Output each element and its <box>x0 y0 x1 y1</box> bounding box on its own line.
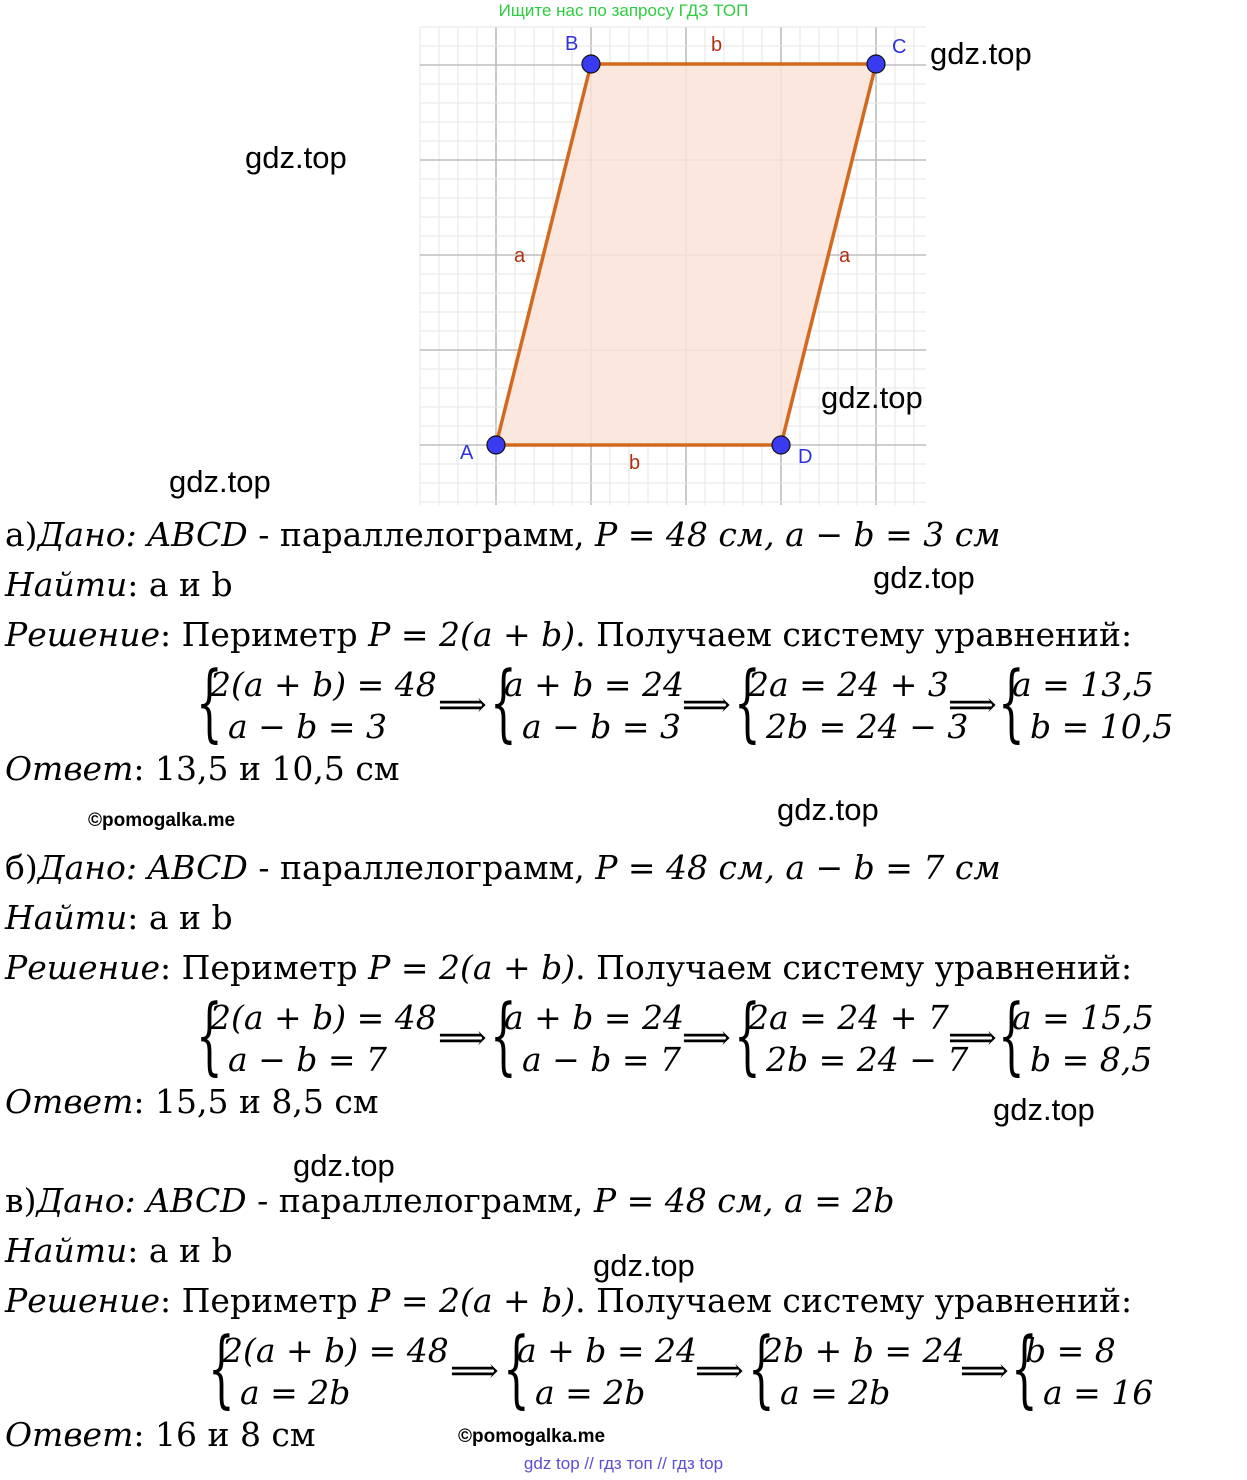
find-line <box>5 898 233 937</box>
part-prefix: а) <box>5 515 38 554</box>
system-equation: a = 16 <box>1043 1373 1154 1412</box>
point-c <box>867 55 885 73</box>
implies-arrow: ⟹ <box>438 1018 487 1058</box>
implies-arrow: ⟹ <box>960 1351 1009 1391</box>
given-object: ABCD <box>147 848 248 887</box>
given-condition: a − b = 7 см <box>785 848 1001 887</box>
given-condition: a − b = 3 см <box>785 515 1001 554</box>
watermark: gdz.top <box>993 1092 1095 1127</box>
implies-arrow: ⟹ <box>682 1018 731 1058</box>
watermark: gdz.top <box>821 380 923 415</box>
find-line <box>5 565 233 604</box>
system-equation: 2a = 24 + 3 <box>748 665 949 704</box>
system-equation: 2(a + b) = 48 <box>210 998 437 1037</box>
system-brace: { <box>208 1319 235 1417</box>
system-equation: a = 13,5 <box>1012 665 1154 704</box>
system-equation: a − b = 3 <box>228 707 388 746</box>
vertex-label-d: D <box>798 446 813 468</box>
side-label-bottom: b <box>629 452 641 474</box>
watermark: gdz.top <box>169 464 271 499</box>
given-line <box>5 515 1001 554</box>
credit: ©pomogalka.me <box>458 1426 606 1447</box>
given-perimeter: P = 48 см, <box>593 1181 774 1220</box>
answer-line <box>5 749 400 788</box>
find-text: : a и b <box>127 565 233 604</box>
implies-arrow: ⟹ <box>948 685 997 725</box>
answer-text: : 15,5 и 8,5 см <box>133 1082 379 1121</box>
given-label: Дано: <box>36 1181 136 1220</box>
perimeter-formula: P = 2(a + b) <box>368 1281 576 1320</box>
system-brace: { <box>490 653 517 751</box>
solution-label: Решение <box>5 1281 161 1320</box>
system-brace: { <box>196 986 223 1084</box>
solution-label: Решение <box>5 615 161 654</box>
footer-links: gdz top // гдз топ // гдз top <box>523 1454 724 1473</box>
system-brace: { <box>503 1319 530 1417</box>
system-equation: b = 8 <box>1025 1331 1116 1370</box>
implies-arrow: ⟹ <box>948 1018 997 1058</box>
system-equation: a = 2b <box>780 1373 891 1412</box>
given-object: ABCD <box>147 515 248 554</box>
solution-line <box>5 615 1133 654</box>
system-equation: 2b + b = 24 <box>762 1331 965 1370</box>
given-label: Дано: <box>37 515 137 554</box>
implies-arrow: ⟹ <box>438 685 487 725</box>
parallelogram-figure <box>418 25 928 507</box>
side-label-left: a <box>514 245 526 267</box>
solution-text: : Периметр <box>160 948 369 987</box>
find-text: : a и b <box>127 1231 233 1270</box>
given-text: - параллелограмм, <box>246 1181 594 1220</box>
watermark: gdz.top <box>777 792 879 827</box>
watermark: gdz.top <box>593 1248 695 1283</box>
system-brace: { <box>748 1319 775 1417</box>
find-label: Найти <box>5 1231 128 1270</box>
system-equation: a = 2b <box>535 1373 646 1412</box>
system-equation: 2(a + b) = 48 <box>222 1331 449 1370</box>
system-brace: { <box>734 986 761 1084</box>
system-brace: { <box>998 653 1025 751</box>
answer-label: Ответ <box>5 1082 134 1121</box>
find-label: Найти <box>5 898 128 937</box>
system-brace: { <box>1011 1319 1038 1417</box>
implies-arrow: ⟹ <box>450 1351 499 1391</box>
system-brace: { <box>734 653 761 751</box>
part-prefix: в) <box>5 1181 37 1220</box>
watermark: gdz.top <box>930 36 1032 71</box>
given-text: - параллелограмм, <box>247 515 595 554</box>
find-label: Найти <box>5 565 128 604</box>
point-a <box>487 436 505 454</box>
system-equation: 2(a + b) = 48 <box>210 665 437 704</box>
system-brace: { <box>998 986 1025 1084</box>
vertex-label-b: B <box>565 33 579 55</box>
given-object: ABCD <box>146 1181 247 1220</box>
given-line <box>5 1181 895 1220</box>
system-equation: a = 2b <box>240 1373 351 1412</box>
given-condition: a = 2b <box>784 1181 895 1220</box>
answer-text: : 16 и 8 см <box>133 1415 316 1454</box>
implies-arrow: ⟹ <box>695 1351 744 1391</box>
system-equation: b = 8,5 <box>1030 1040 1153 1079</box>
perimeter-formula: P = 2(a + b) <box>368 615 576 654</box>
solution-tail: . Получаем систему уравнений: <box>575 615 1133 654</box>
vertex-label-a: A <box>460 442 474 464</box>
system-equation: a + b = 24 <box>517 1331 698 1370</box>
watermark: gdz.top <box>293 1148 395 1183</box>
vertex-label-c: C <box>892 36 907 58</box>
system-equation: a = 15,5 <box>1012 998 1154 1037</box>
system-brace: { <box>196 653 223 751</box>
solution-tail: . Получаем систему уравнений: <box>575 948 1133 987</box>
system-equation: b = 10,5 <box>1030 707 1174 746</box>
watermark: gdz.top <box>873 560 975 595</box>
solution-text: : Периметр <box>160 615 369 654</box>
solution-text: : Периметр <box>160 1281 369 1320</box>
point-b <box>582 55 600 73</box>
system-equation: a + b = 24 <box>504 998 685 1037</box>
find-line <box>5 1231 233 1270</box>
given-text: - параллелограмм, <box>247 848 596 887</box>
solution-label: Решение <box>5 948 161 987</box>
given-perimeter: P = 48 см, <box>595 848 775 887</box>
credit: ©pomogalka.me <box>88 810 236 831</box>
watermark: gdz.top <box>245 140 347 175</box>
system-brace: { <box>490 986 517 1084</box>
side-label-top: b <box>711 34 723 56</box>
perimeter-formula: P = 2(a + b) <box>368 948 576 987</box>
part-prefix: б) <box>5 848 38 887</box>
system-equation: a − b = 7 <box>522 1040 682 1079</box>
answer-line <box>5 1415 316 1454</box>
point-d <box>772 436 790 454</box>
system-equation: 2b = 24 − 3 <box>766 707 969 746</box>
answer-label: Ответ <box>5 749 134 788</box>
given-line <box>5 848 1001 887</box>
system-equation: a − b = 7 <box>228 1040 388 1079</box>
given-perimeter: P = 48 см, <box>595 515 775 554</box>
implies-arrow: ⟹ <box>682 685 731 725</box>
given-label: Дано: <box>37 848 137 887</box>
solution-tail: . Получаем систему уравнений: <box>575 1281 1133 1320</box>
solution-line <box>5 1281 1133 1320</box>
system-equation: a − b = 3 <box>522 707 682 746</box>
answer-text: : 13,5 и 10,5 см <box>133 749 400 788</box>
answer-line <box>5 1082 379 1121</box>
answer-label: Ответ <box>5 1415 134 1454</box>
system-equation: a + b = 24 <box>504 665 685 704</box>
find-text: : a и b <box>127 898 233 937</box>
system-equation: 2a = 24 + 7 <box>748 998 949 1037</box>
solution-line <box>5 948 1133 987</box>
top-banner: Ищите нас по запросу ГДЗ ТОП <box>498 1 749 20</box>
side-label-right: a <box>839 245 851 267</box>
system-equation: 2b = 24 − 7 <box>766 1040 969 1079</box>
